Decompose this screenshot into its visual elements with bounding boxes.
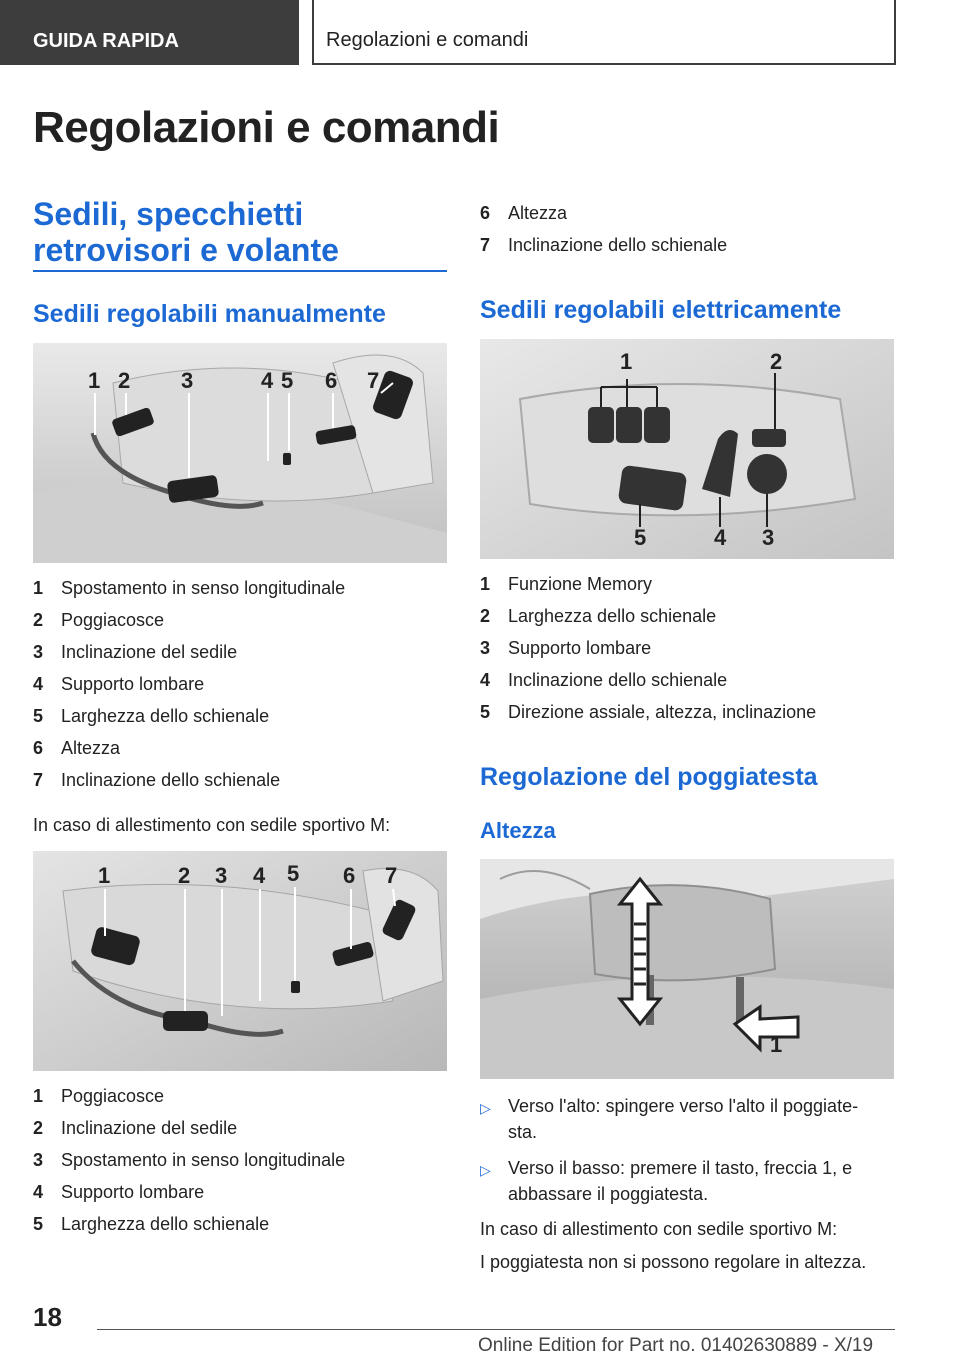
item-number: 6	[480, 203, 491, 223]
list-item	[33, 641, 345, 673]
item-number: 3	[33, 642, 44, 662]
label-2: 2	[178, 863, 191, 888]
item-text	[508, 1155, 852, 1207]
list-item	[33, 609, 345, 641]
manual-seat-illustration	[33, 343, 447, 563]
item-text: Larghezza dello schienale	[61, 1214, 270, 1234]
label-1: 1	[98, 863, 111, 888]
page-title: Regolazioni e comandi	[33, 103, 500, 152]
item-text: Larghezza dello schienale	[508, 606, 717, 626]
label-1: 1	[88, 368, 101, 393]
triangle-bullet-icon: ▷	[480, 1100, 491, 1116]
item-text-line-1: Verso il basso: premere il tasto, freccia 1, e	[508, 1158, 853, 1178]
item-text-line-1: Verso l'alto: spingere verso l'alto il poggiate-	[508, 1096, 859, 1116]
label-2: 2	[770, 349, 783, 374]
footer-rule	[97, 1329, 895, 1330]
item-number: 7	[33, 770, 44, 790]
list-item	[33, 1181, 345, 1213]
list-item	[480, 202, 727, 234]
section-heading	[33, 196, 339, 268]
item-number: 1	[480, 574, 491, 594]
headrest-sport-note: In caso di allestimento con sedile sportivo M:	[480, 1219, 838, 1239]
item-number: 5	[33, 706, 44, 726]
item-number: 5	[33, 1214, 44, 1234]
item-text: Spostamento in senso longitudinale	[61, 578, 346, 598]
label-5: 5	[281, 368, 294, 393]
item-number: 3	[480, 638, 491, 658]
item-text: Inclinazione dello schienale	[508, 670, 728, 690]
subheading-headrest: Regolazione del poggiatesta	[480, 763, 818, 791]
item-number: 2	[33, 1118, 44, 1138]
label-7: 7	[385, 863, 398, 888]
label-1: 1	[620, 349, 633, 374]
list-item	[480, 701, 816, 733]
list-item	[33, 1085, 345, 1117]
label-3: 3	[762, 525, 775, 550]
item-text	[508, 1093, 858, 1145]
list-item	[33, 577, 345, 609]
label-6: 6	[343, 863, 356, 888]
headrest-image	[480, 859, 894, 1079]
list-item	[480, 1093, 894, 1145]
item-text: Direzione assiale, altezza, inclinazione	[508, 702, 817, 722]
list-item	[33, 1117, 345, 1149]
item-text: Supporto lombare	[61, 1182, 205, 1202]
manual-seat-legend-continued	[480, 202, 727, 266]
sport-seat-note: In caso di allestimento con sedile sportivo M:	[33, 815, 391, 835]
section-tab: GUIDA RAPIDA	[0, 0, 299, 65]
page-number: 18	[33, 1302, 62, 1332]
item-text: Inclinazione del sedile	[61, 1118, 238, 1138]
subheading-electric-seats: Sedili regolabili elettricamente	[480, 296, 842, 324]
item-text: Larghezza dello schienale	[61, 706, 270, 726]
item-text: Altezza	[61, 738, 121, 758]
section-heading-line-1: Sedili, specchietti	[33, 196, 304, 232]
triangle-bullet-icon: ▷	[480, 1162, 491, 1178]
footer-edition: Online Edition for Part no. 01402630889 - X/19	[478, 1335, 874, 1356]
item-text: Supporto lombare	[508, 638, 652, 658]
electric-seat-controls-illustration	[480, 339, 894, 559]
list-item	[480, 1155, 894, 1207]
item-text-line-2: abbassare il poggiatesta.	[508, 1184, 709, 1204]
list-item	[33, 769, 345, 801]
item-number: 2	[33, 610, 44, 630]
list-item	[33, 1149, 345, 1181]
item-text: Spostamento in senso longitudinale	[61, 1150, 346, 1170]
item-number: 6	[33, 738, 44, 758]
list-item	[33, 705, 345, 737]
list-item	[33, 673, 345, 705]
item-number: 5	[480, 702, 491, 722]
list-item	[33, 1213, 345, 1245]
label-3: 3	[215, 863, 228, 888]
label-7: 7	[367, 368, 380, 393]
electric-seat-controls-image	[480, 339, 894, 559]
label-3: 3	[181, 368, 194, 393]
item-number: 4	[33, 674, 44, 694]
item-text: Inclinazione dello schienale	[508, 235, 728, 255]
item-text: Altezza	[508, 203, 568, 223]
label-4: 4	[253, 863, 266, 888]
list-item	[480, 605, 816, 637]
sport-seat-image	[33, 851, 447, 1071]
subheading-height: Altezza	[480, 818, 556, 843]
item-number: 4	[480, 670, 491, 690]
label-5: 5	[634, 525, 647, 550]
manual-seat-image	[33, 343, 447, 563]
item-text-line-2: sta.	[508, 1122, 538, 1142]
item-text: Supporto lombare	[61, 674, 205, 694]
item-number: 1	[33, 578, 44, 598]
label-6: 6	[325, 368, 338, 393]
headrest-sport-note-detail: I poggiatesta non si possono regolare in altezza.	[480, 1252, 867, 1272]
item-number: 2	[480, 606, 491, 626]
item-number: 3	[33, 1150, 44, 1170]
list-item	[480, 573, 816, 605]
heading-rule	[33, 270, 447, 272]
sport-seat-legend	[33, 1085, 345, 1245]
item-text: Poggiacosce	[61, 610, 165, 630]
label-2: 2	[118, 368, 131, 393]
manual-seat-legend	[33, 577, 345, 801]
list-item	[480, 234, 727, 266]
electric-seat-legend	[480, 573, 816, 733]
list-item	[480, 637, 816, 669]
item-number: 7	[480, 235, 491, 255]
list-item	[33, 737, 345, 769]
sport-seat-illustration	[33, 851, 447, 1071]
item-text: Poggiacosce	[61, 1086, 165, 1106]
list-item	[480, 669, 816, 701]
label-4: 4	[714, 525, 727, 550]
item-text: Inclinazione dello schienale	[61, 770, 281, 790]
section-title: Regolazioni e comandi	[312, 0, 896, 65]
subheading-manual-seats: Sedili regolabili manualmente	[33, 300, 386, 328]
item-number: 4	[33, 1182, 44, 1202]
headrest-instructions	[480, 1093, 894, 1217]
label-5: 5	[287, 861, 300, 886]
headrest-illustration	[480, 859, 894, 1079]
label-4: 4	[261, 368, 274, 393]
label-1: 1	[770, 1032, 783, 1057]
item-text: Inclinazione del sedile	[61, 642, 238, 662]
item-number: 1	[33, 1086, 44, 1106]
section-heading-line-2: retrovisori e volante	[33, 232, 339, 268]
item-text: Funzione Memory	[508, 574, 653, 594]
